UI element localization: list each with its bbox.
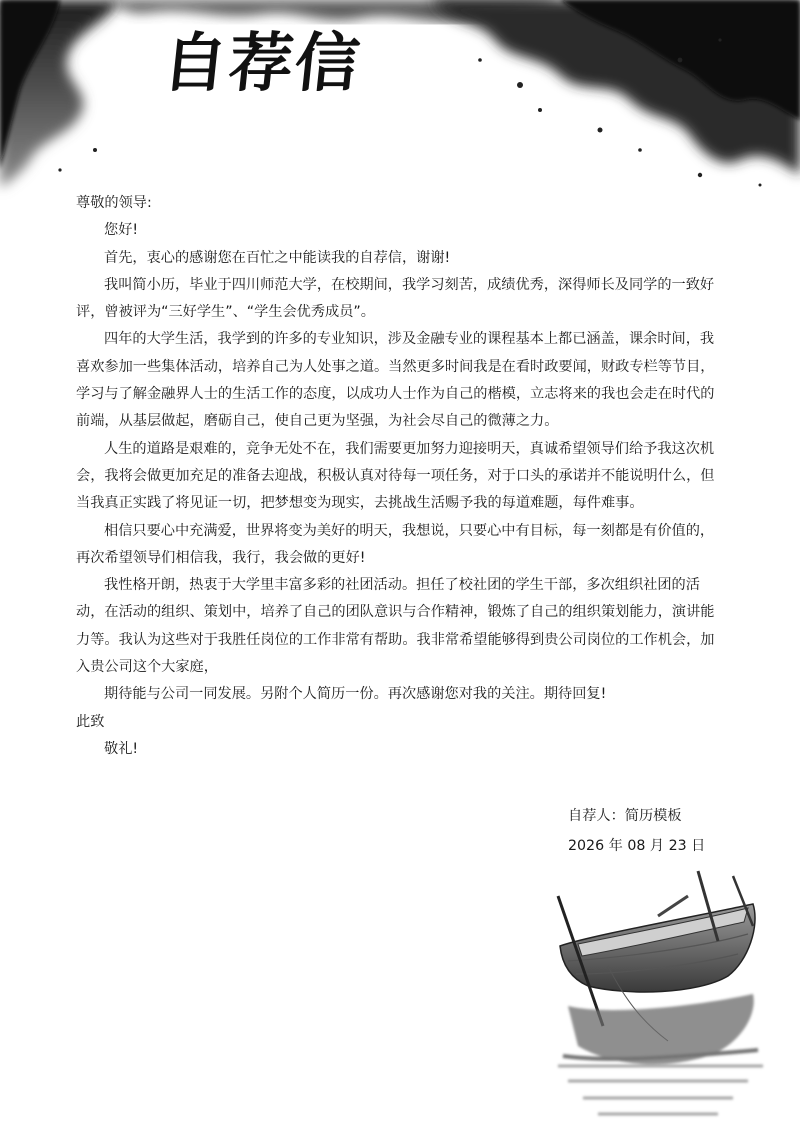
ink-wash-header	[0, 0, 800, 200]
salutation: 尊敬的领导:	[76, 195, 152, 211]
paragraph: 人生的道路是艰难的，竞争无处不在，我们需要更加努力迎接明天，真诚希望领导们给予我这次机会，我将会做更加充足的准备去迎战，积极认真对待每一项任务，对于口头的承诺并不能说明什么，但当我真正实践了将见证一切，把梦想变为现实，去挑战生活赐予我的每道难题，每件难事。	[76, 440, 715, 512]
ink-boat-illustration	[548, 866, 778, 1126]
paragraph: 首先，衷心的感谢您在百忙之中能读我的自荐信，谢谢!	[104, 249, 451, 266]
page-title: 自荐信	[159, 26, 365, 101]
letter-body	[76, 190, 728, 763]
paragraph: 期待能与公司一同发展。另附个人简历一份。再次感谢您对我的关注。期待回复!	[104, 686, 607, 703]
closing: 此致	[76, 713, 105, 730]
signature-date: 2026 年 08 月 23 日	[568, 838, 706, 854]
paragraph: 相信只要心中充满爱，世界将变为美好的明天，我想说，只要心中有目标，每一刻都是有价值的，再次希望领导们相信我，我行，我会做的更好!	[76, 522, 715, 566]
signature-block	[568, 801, 705, 861]
paragraph: 我性格开朗，热衷于大学里丰富多彩的社团活动。担任了校社团的学生干部，多次组织社团的活动，在活动的组织、策划中，培养了自己的团队意识与合作精神，锻炼了自己的组织策划能力，演讲能力等。我认为这些对于我胜任岗位的工作非常有帮助。我非常希望能够得到贵公司岗位的工作机会，加入贵公司这个大家庭，	[76, 577, 715, 676]
paragraph: 四年的大学生活，我学到的许多的专业知识，涉及金融专业的课程基本上都已涵盖，课余时间，我喜欢参加一些集体活动，培养自己为人处事之道。当然更多时间我是在看时政要闻，财政专栏等节目，学习与了解金融界人士的生活工作的态度，以成功人士作为自己的楷模，立志将来的我也会走在时代的前端，从基层做起，磨砺自己，使自己更为坚强，为社会尽自己的微薄之力。	[76, 331, 715, 430]
greeting: 您好!	[104, 222, 139, 239]
regards: 敬礼!	[104, 740, 139, 757]
signature-author: 自荐人：简历模板	[568, 808, 682, 824]
paragraph: 我叫简小历，毕业于四川师范大学，在校期间，我学习刻苦，成绩优秀，深得师长及同学的一致好评，曾被评为“三好学生”、“学生会优秀成员”。	[76, 276, 715, 321]
